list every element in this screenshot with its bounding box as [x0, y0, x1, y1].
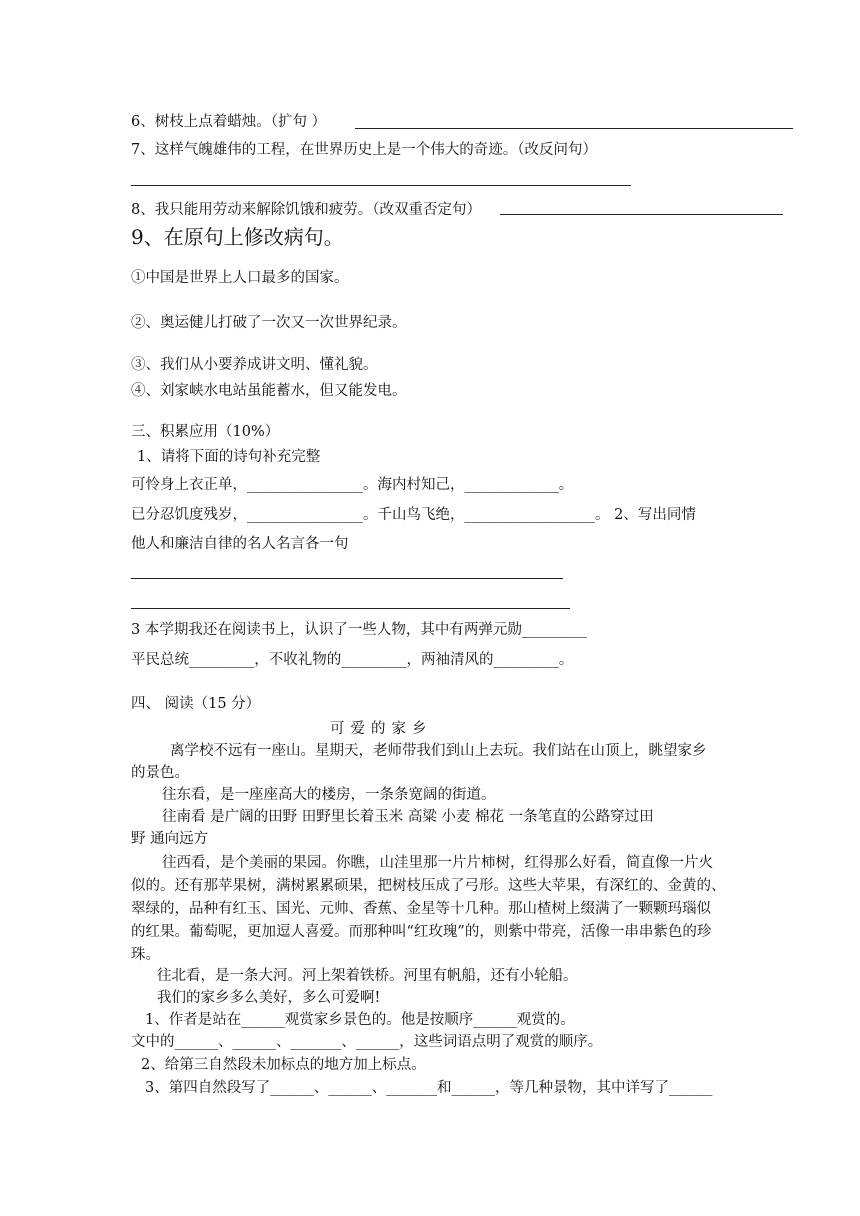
reading-question-2: 2、给第三自然段未加标点的地方加上标点。 [141, 1057, 426, 1073]
paragraph-4-line-5: 珠。 [131, 947, 160, 963]
section-3-question-1: 1、请将下面的诗句补充完整 [137, 449, 321, 465]
question-9-heading: 9、在原句上修改病句。 [131, 225, 344, 249]
paragraph-3-line-1: 往南看 是广阔的田野 田野里长着玉米 高粱 小麦 棉花 一条笔直的公路穿过田 [162, 809, 654, 825]
reading-question-1-cont: 文中的______、______、_______、______，这些词语点明了观赏的顺序。 [131, 1034, 603, 1050]
paragraph-2: 往东看，是一座座高大的楼房，一条条宽阔的街道。 [162, 787, 496, 803]
answer-line-8[interactable] [500, 214, 783, 215]
quote-answer-line-2[interactable] [131, 608, 570, 609]
section-3-question-2: 他人和廉洁自律的名人名言各一句 [131, 536, 349, 552]
sick-sentence-1: ①中国是世界上人口最多的国家。 [131, 270, 349, 286]
reading-question-3: 3、第四自然段写了______、______、_______和______，等几种景物，其中详写了______ [145, 1080, 713, 1096]
section-4-heading: 四、 阅读（15 分） [131, 696, 261, 712]
paragraph-1-line-2: 的景色。 [131, 765, 189, 781]
paragraph-6: 我们的家乡多么美好，多么可爱啊! [157, 990, 381, 1006]
section-3-question-3: 3 本学期我还在阅读书上，认识了一些人物，其中有两弹元勋_________ [131, 622, 588, 638]
reading-question-1: 1、作者是站在______观赏家乡景色的。他是按顺序______观赏的。 [145, 1012, 575, 1028]
paragraph-3-line-2: 野 通向远方 [131, 831, 209, 847]
paragraph-4-line-1: 往西看，是个美丽的果园。你瞧，山洼里那一片片柿树，红得那么好看，简直像一片火 [162, 855, 713, 871]
poem-line-2: 已分忍饥度残岁，________________。千山鸟飞绝，__________________。 2、写出同情 [131, 507, 696, 523]
article-title: 可爱的家乡 [330, 721, 433, 737]
section-3-question-3-cont: 平民总统_________，不收礼物的_________，两袖清风的_________。 [131, 652, 574, 668]
paragraph-1-line-1: 离学校不远有一座山。星期天，老师带我们到山上去玩。我们站在山顶上，眺望家乡 [170, 743, 707, 759]
sick-sentence-4: ④、刘家峡水电站虽能蓄水，但又能发电。 [131, 383, 407, 399]
answer-line-7[interactable] [131, 185, 631, 186]
question-8: 8、我只能用劳动来解除饥饿和疲劳。（改双重否定句） [131, 202, 481, 218]
sick-sentence-3: ③、我们从小要养成讲文明、懂礼貌。 [131, 357, 378, 373]
poem-line-1: 可怜身上衣正单，________________。海内村知己，_____________。 [131, 477, 574, 493]
quote-answer-line-1[interactable] [131, 578, 563, 579]
question-7: 7、这样气魄雄伟的工程，在世界历史上是一个伟大的奇迹。（改反问句） [131, 142, 597, 158]
paragraph-4-line-2: 似的。还有那苹果树，满树累累硕果，把树枝压成了弓形。这些大苹果，有深红的、金黄的、 [131, 878, 726, 894]
paragraph-4-line-4: 的红果。葡萄呢，更加逗人喜爱。而那种叫“红玫瑰”的，则紫中带亮，活像一串串紫色的珍 [131, 924, 712, 940]
paragraph-5: 往北看，是一条大河。河上架着铁桥。河里有帆船，还有小轮船。 [157, 968, 578, 984]
section-3-heading: 三、积累应用（10%） [131, 424, 280, 440]
paragraph-4-line-3: 翠绿的，品种有红玉、国光、元帅、香蕉、金星等十几种。那山楂树上缀满了一颗颗玛瑙似 [131, 901, 711, 917]
sick-sentence-2: ②、奥运健儿打破了一次又一次世界纪录。 [131, 315, 407, 331]
answer-line-6[interactable] [355, 128, 793, 129]
question-6: 6、树枝上点着蜡烛。（扩句 ） [131, 114, 327, 130]
